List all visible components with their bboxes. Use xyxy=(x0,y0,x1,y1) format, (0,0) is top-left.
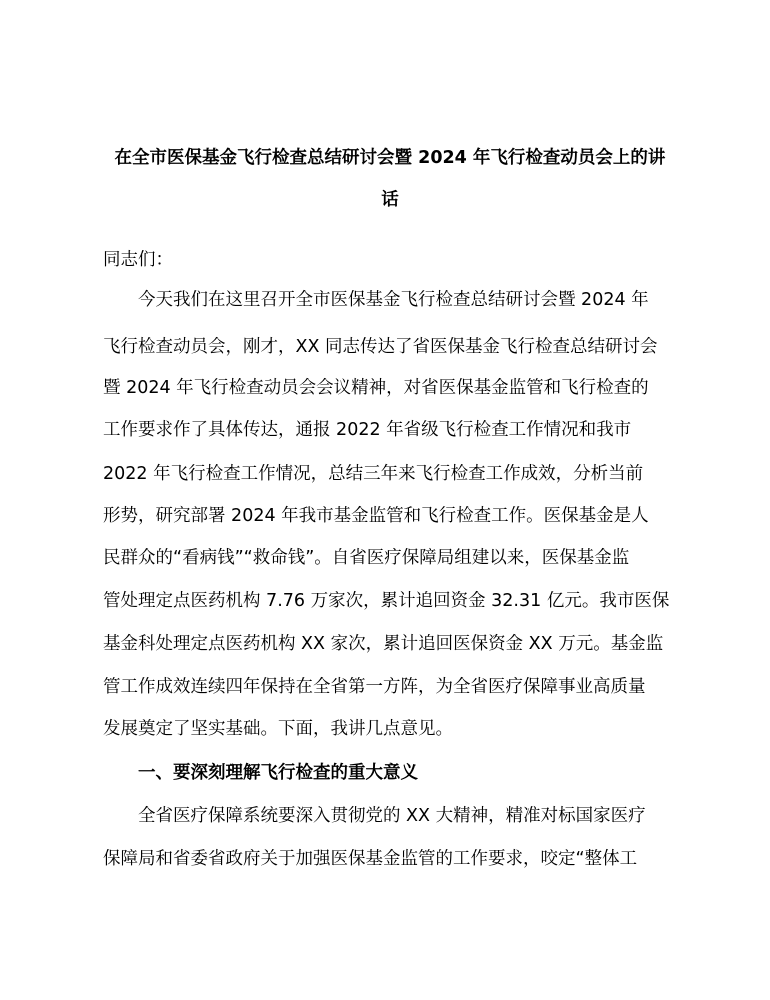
paragraph-1-line: 今天我们在这里召开全市医保基金飞行检查总结研讨会暨 2024 年 xyxy=(138,290,649,310)
section-heading-1: 一、要深刻理解飞行检查的重大意义 xyxy=(138,763,418,783)
paragraph-1-line: 基金科处理定点医药机构 XX 家次，累计追回医保资金 XX 万元。基金监 xyxy=(103,634,664,654)
paragraph-1-line: 发展奠定了坚实基础。下面，我讲几点意见。 xyxy=(103,719,453,739)
paragraph-2-line: 保障局和省委省政府关于加强医保基金监管的工作要求，咬定“整体工 xyxy=(103,849,638,869)
paragraph-1-line: 民群众的“看病钱”“救命钱”。自省医疗保障局组建以来，医保基金监 xyxy=(103,548,630,568)
paragraph-1-line: 2022 年飞行检查工作情况，总结三年来飞行检查工作成效，分析当前 xyxy=(103,464,644,484)
paragraph-1-line: 管工作成效连续四年保持在全省第一方阵，为全省医疗保障事业高质量 xyxy=(103,677,646,697)
paragraph-2-line: 全省医疗保障系统要深入贯彻党的 XX 大精神，精准对标国家医疗 xyxy=(138,806,646,826)
paragraph-1-line: 工作要求作了具体传达，通报 2022 年省级飞行检查工作情况和我市 xyxy=(103,420,632,440)
document-title-line-2: 话 xyxy=(381,190,399,210)
paragraph-2 xyxy=(103,808,683,888)
paragraph-1-line: 形势，研究部署 2024 年我市基金监管和飞行检查工作。医保基金是人 xyxy=(103,506,649,526)
paragraph-1-line: 暨 2024 年飞行检查动员会会议精神，对省医保基金监管和飞行检查的 xyxy=(103,378,649,398)
paragraph-1 xyxy=(103,292,683,752)
salutation: 同志们： xyxy=(103,250,173,270)
document-title-line-1: 在全市医保基金飞行检查总结研讨会暨 2024 年飞行检查动员会上的讲 xyxy=(114,148,666,168)
paragraph-1-line: 飞行检查动员会，刚才，XX 同志传达了省医保基金飞行检查总结研讨会 xyxy=(103,337,658,357)
paragraph-1-line: 管处理定点医药机构 7.76 万家次，累计追回资金 32.31 亿元。我市医保 xyxy=(103,591,670,611)
